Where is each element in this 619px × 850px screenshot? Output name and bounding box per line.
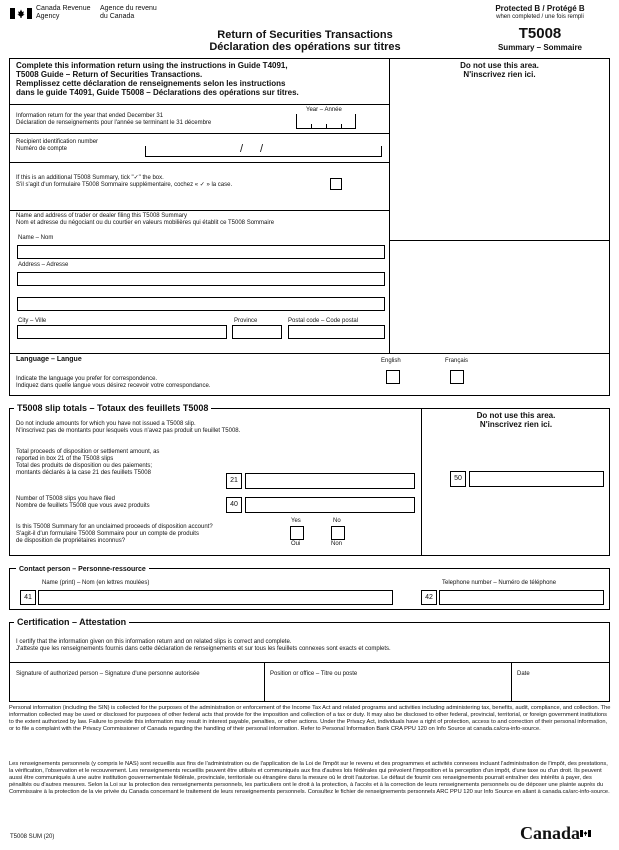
yes-label: Yes bbox=[291, 518, 301, 524]
slips-line1: Number of T5008 slips you have filed bbox=[16, 496, 115, 502]
privacy-notice-fr: Les renseignements personnels (y compris le NAS) sont recueillis aux fins de l'administration ou de l'application de la Loi de l'impôt sur le revenu et des programmes et activités connexes incluant l'administration de l'impôt, des prestations, la vérification, l'observation et le recouvrement. Les renseignements recueillis peuvent être utilisés et communiqués aux fins d'autres lois fédérales qui prévoient l'imposition et la perception d'un impôt, d'une taxe ou d'un droit. Ils peuvent aussi être communiqués à une autre institution gouvernementale fédérale, provinciale, territoriale ou étrangère dans la mesure où le droit l'autorise. Le défaut de fournir ces renseignements pourrait entraîner des intérêts à payer, des pénalités ou d'autres mesures. Selon la Loi sur la protection des renseignements personnels, les particuliers ont le droit à la protection, à l'accès et à la correction de leurs renseignements personnels ou de déposer une plainte auprès du Commissaire à la protection de la vie privée du Canada concernant le traitement de leurs renseignements personnels. Consultez le fichier de renseignements personnels ARC PPU 120 sur Info Source en allant à canada.ca/arc-info-source. bbox=[9, 761, 610, 796]
do-not-use-en: Do not use this area. bbox=[460, 61, 539, 70]
box-50-input[interactable] bbox=[469, 471, 604, 487]
trader-line2: Nom et adresse du négociant ou du courtier en valeurs mobilières qui établit ce T5008 Sommaire bbox=[16, 220, 275, 226]
language-line2: Indiquez dans quelle langue vous désirez recevoir votre correspondance. bbox=[16, 383, 211, 389]
slips-count-label bbox=[16, 496, 150, 510]
trader-city-label: City – Ville bbox=[18, 318, 47, 324]
trader-name-label: Name – Nom bbox=[18, 235, 54, 241]
totals-note-line1: Do not include amounts for which you have not issued a T5008 slip. bbox=[16, 421, 196, 427]
year-line2: Déclaration de renseignements pour l'année se terminant le 31 décembre bbox=[16, 120, 212, 126]
oui-label: Oui bbox=[291, 541, 301, 547]
proceeds-line4: montants déclarés à la case 21 des feuillets T5008 bbox=[16, 470, 151, 476]
proceeds-line1: Total proceeds of disposition or settlement amount, as bbox=[16, 449, 160, 455]
slips-count-input[interactable] bbox=[245, 497, 415, 513]
do-not-use-fr: N'inscrivez rien ici. bbox=[463, 70, 536, 79]
contact-name-label: Name (print) – Nom (en lettres moulées) bbox=[42, 580, 150, 586]
proceeds-label bbox=[16, 449, 159, 477]
canada-flag-icon bbox=[10, 6, 32, 17]
agency-name-fr bbox=[100, 5, 157, 21]
date-field[interactable] bbox=[517, 681, 605, 699]
certification-line1: I certify that the information given on this information return and on related slips is correct and complete. bbox=[16, 639, 292, 645]
instructions-line3: Remplissez cette déclaration de renseignements selon les instructions bbox=[16, 79, 286, 88]
contact-phone-label: Telephone number – Numéro de téléphone bbox=[442, 580, 557, 586]
form-version: T5008 SUM (20) bbox=[10, 834, 55, 840]
canada-wordmark: Canada bbox=[520, 823, 581, 843]
contact-phone-input[interactable] bbox=[439, 590, 604, 605]
form-title-en: Return of Securities Transactions bbox=[217, 29, 393, 41]
do-not-use-en-2: Do not use this area. bbox=[476, 411, 556, 420]
position-field[interactable] bbox=[270, 681, 506, 699]
instructions-line4: dans le guide T4091, Guide T5008 – Déclarations des opérations sur titres. bbox=[16, 88, 299, 97]
language-title: Language – Langue bbox=[16, 356, 82, 363]
language-french-label: Français bbox=[445, 358, 469, 364]
form-code: T5008 bbox=[518, 25, 562, 42]
trader-line1: Name and address of trader or dealer filing this T5008 Summary bbox=[16, 213, 187, 219]
trader-city-input[interactable] bbox=[17, 325, 227, 339]
totals-note-line2: N'inscrivez pas de montants pour lesquels vous n'avez pas produit un feuillet T5008. bbox=[16, 428, 241, 434]
wordmark-flag-icon bbox=[580, 824, 591, 831]
year-description bbox=[16, 113, 211, 127]
account-label bbox=[16, 139, 98, 153]
unclaimed-label bbox=[16, 524, 213, 545]
agency-en-line2: Agency bbox=[36, 13, 60, 20]
trader-address-input-2[interactable] bbox=[17, 297, 385, 311]
unclaimed-yes-checkbox[interactable] bbox=[290, 526, 304, 540]
agency-fr-line1: Agence du revenu bbox=[100, 5, 157, 12]
additional-line2: S'il s'agit d'un formulaire T5008 Sommaire supplémentaire, cochez « ✓ » la case. bbox=[16, 182, 233, 188]
agency-name-en bbox=[36, 5, 91, 21]
signature-label: Signature of authorized person – Signature d'une personne autorisée bbox=[16, 671, 200, 677]
date-label: Date bbox=[517, 671, 530, 677]
contact-title: Contact person – Personne-ressource bbox=[16, 566, 149, 574]
unclaimed-line2: S'agit-il d'un formulaire T5008 Sommaire pour un compte de produits bbox=[16, 531, 199, 537]
form-subtitle: Summary – Sommaire bbox=[497, 43, 583, 52]
certification-line2: J'atteste que les renseignements fournis dans cette déclaration de renseignements et sur tous les feuillets connexes sont exacts et complets. bbox=[16, 646, 391, 652]
box-42-label: 42 bbox=[421, 590, 437, 605]
position-label: Position or office – Titre ou poste bbox=[270, 671, 358, 677]
proceeds-line2: reported in box 21 of the T5008 slips bbox=[16, 456, 114, 462]
unclaimed-line1: Is this T5008 Summary for an unclaimed proceeds of disposition account? bbox=[16, 524, 213, 530]
language-line1: Indicate the language you prefer for correspondence. bbox=[16, 376, 158, 382]
signature-field[interactable] bbox=[16, 681, 260, 699]
total-proceeds-input[interactable] bbox=[245, 473, 415, 489]
instructions-line1: Complete this information return using the instructions in Guide T4091, bbox=[16, 61, 288, 70]
additional-line1: If this is an additional T5008 Summary, tick "✓" the box. bbox=[16, 175, 164, 181]
instructions bbox=[16, 61, 386, 97]
certification-text bbox=[16, 639, 606, 653]
language-french-checkbox[interactable] bbox=[450, 370, 464, 384]
trader-address-label: Address – Adresse bbox=[18, 262, 69, 268]
additional-summary-checkbox[interactable] bbox=[330, 178, 342, 190]
account-line1: Recipient identification number bbox=[16, 139, 99, 145]
additional-label bbox=[16, 175, 326, 189]
do-not-use-area-top bbox=[392, 61, 607, 79]
language-english-label: English bbox=[381, 358, 401, 364]
account-number-input[interactable] bbox=[145, 146, 382, 157]
do-not-use-fr-2: N'inscrivez rien ici. bbox=[479, 420, 553, 429]
slips-line2: Nombre de feuillets T5008 que vous avez produits bbox=[16, 503, 150, 509]
totals-note bbox=[16, 421, 240, 435]
privacy-notice-en: Personal information (including the SIN) is collected for the purposes of the administration or enforcement of the Income Tax Act and related programs and activities including administering tax, benefits, audit, compliance, and collection. The information collected may be used or disclosed for purposes of other federal acts that provide for the imposition and collection of a tax or duty. It may also be disclosed to other federal, provincial, territorial, or foreign government institutions to the extent authorized by law. Failure to provide this information may result in interest payable, penalties, or other actions. Under the Privacy Act, individuals have a right of protection, access to and correction of their personal information, or to file a complaint with the Privacy Commissioner of Canada regarding the handling of their personal information. Refer to Personal Information Bank CRA PPU 120 on Info Source at canada.ca/cra-info-source. bbox=[9, 705, 611, 733]
trader-address-input-1[interactable] bbox=[17, 272, 385, 286]
account-separator: / bbox=[240, 143, 244, 155]
do-not-use-area-totals bbox=[424, 411, 608, 429]
box-21-label: 21 bbox=[226, 473, 242, 489]
instructions-line2: T5008 Guide – Return of Securities Transactions. bbox=[16, 70, 203, 79]
form-title-fr: Déclaration des opérations sur titres bbox=[209, 41, 401, 53]
account-line2: Numéro de compte bbox=[16, 146, 68, 152]
trader-label bbox=[16, 213, 274, 227]
agency-en-line1: Canada Revenue bbox=[36, 5, 91, 12]
trader-province-label: Province bbox=[234, 318, 258, 324]
protected-sub: when completed / une fois rempli bbox=[496, 14, 584, 20]
unclaimed-no-checkbox[interactable] bbox=[331, 526, 345, 540]
trader-province-input[interactable] bbox=[232, 325, 282, 339]
box-40-label: 40 bbox=[226, 497, 242, 513]
totals-title: T5008 slip totals – Totaux des feuillets T5008 bbox=[14, 403, 211, 413]
contact-name-input[interactable] bbox=[38, 590, 393, 605]
year-line1: Information return for the year that ended December 31 bbox=[16, 113, 164, 119]
trader-name-input[interactable] bbox=[17, 245, 385, 259]
language-english-checkbox[interactable] bbox=[386, 370, 400, 384]
non-label: Non bbox=[331, 541, 343, 547]
year-label: Year – Année bbox=[306, 107, 342, 113]
account-separator-2: / bbox=[260, 143, 264, 155]
trader-postal-input[interactable] bbox=[288, 325, 385, 339]
certification-title: Certification – Attestation bbox=[14, 617, 129, 627]
box-50-label: 50 bbox=[450, 471, 466, 487]
no-label: No bbox=[333, 518, 341, 524]
protected-label: Protected B / Protégé B bbox=[495, 4, 585, 13]
box-41-label: 41 bbox=[20, 590, 36, 605]
agency-fr-line2: du Canada bbox=[100, 13, 135, 20]
proceeds-line3: Total des produits de disposition ou des paiements; bbox=[16, 463, 153, 469]
unclaimed-line3: de disposition de propriétaires inconnus? bbox=[16, 538, 126, 544]
trader-postal-label: Postal code – Code postal bbox=[288, 318, 359, 324]
language-instructions bbox=[16, 376, 210, 390]
